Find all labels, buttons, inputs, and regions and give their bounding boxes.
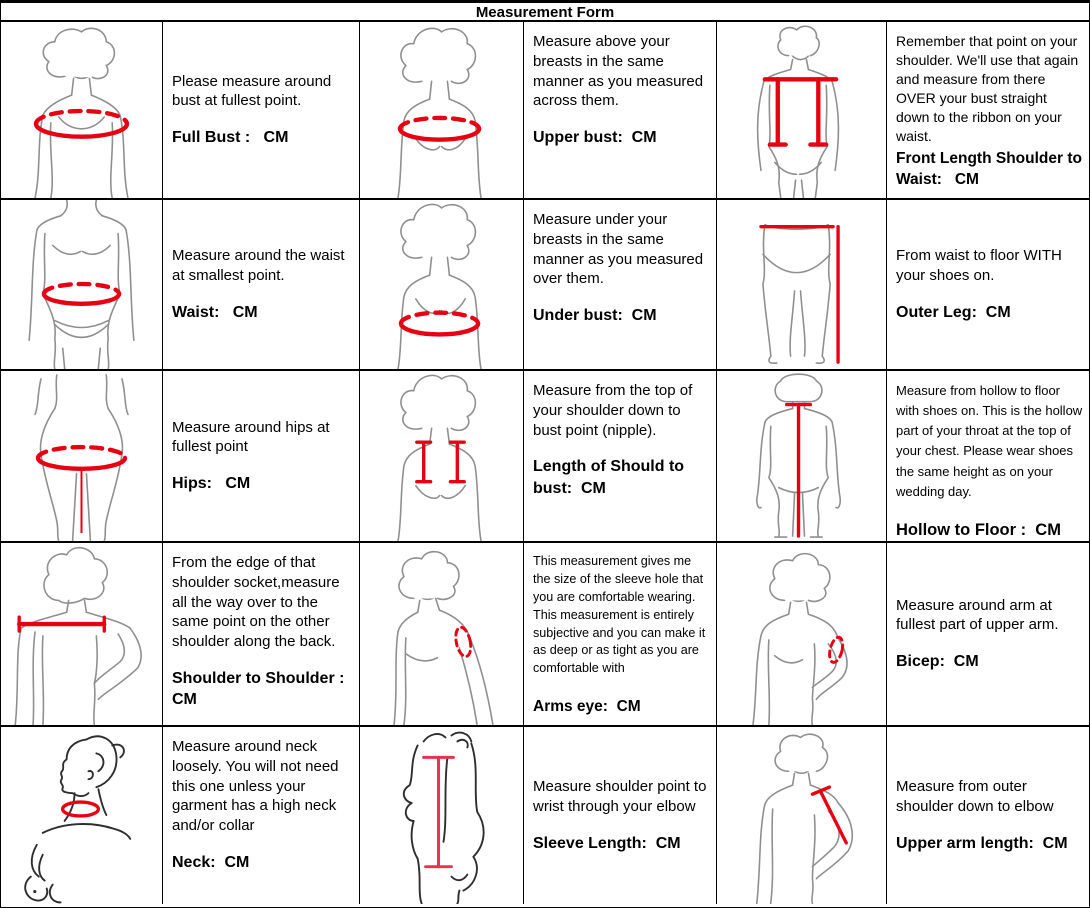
- neck-cell: [163, 727, 360, 904]
- neck-label: Neck: CM: [172, 853, 250, 871]
- bicep-cell: [887, 543, 1089, 727]
- arms-eye-instruction: This measurement gives me the size of the sleeve hole that you are comfortable wearing. This measurement is entirely subjective and you can make it as deep or as tight as you are comfortable with: [533, 554, 706, 676]
- shoulder-to-shoulder-figure: [1, 543, 163, 727]
- sleeve-length-label: Sleeve Length: CM: [533, 834, 681, 852]
- sleeve-length-figure: [360, 727, 524, 904]
- front-length-instruction: Remember that point on your shoulder. We'll use that again and measure from there OVER your bust straight down to the ribbon on your waist.: [896, 33, 1079, 145]
- neck-figure: [1, 727, 163, 904]
- full-bust-figure: [1, 22, 163, 200]
- hips-label: Hips: CM: [172, 475, 251, 493]
- waist-cell: [163, 200, 360, 371]
- arms-eye-label: Arms eye: CM: [533, 698, 641, 716]
- sleeve-length-cell: [524, 727, 717, 904]
- upper-bust-instruction: Measure above your breasts in the same manner as you measured across them.: [533, 33, 704, 110]
- front-length-shoulder-to-waist-figure: [717, 22, 887, 200]
- hollow-to-floor-cell: [887, 371, 1089, 543]
- upper-bust-figure: [360, 22, 524, 200]
- hips-instruction: Measure around hips at fullest point: [172, 418, 330, 456]
- shoulder-to-bust-label: Length of Should to bust: CM: [533, 458, 689, 497]
- upper-arm-length-figure: [717, 727, 887, 904]
- shoulder-to-shoulder-label: Shoulder to Shoulder : CM: [172, 669, 349, 709]
- waist-label: Waist: CM: [172, 303, 258, 321]
- outer-leg-instruction: From waist to floor WITH your shoes on.: [896, 247, 1062, 284]
- hips-figure: [1, 371, 163, 543]
- upper-bust-cell: [524, 22, 717, 200]
- neck-instruction: Measure around neck loosely. You will not need this one unless your garment has a high neck and/or collar: [172, 738, 339, 835]
- shoulder-to-shoulder-instruction: From the edge of that shoulder socket,measure all the way over to the same point on the other shoulder along the back.: [172, 554, 340, 651]
- shoulder-to-bust-cell: [524, 371, 717, 543]
- page-title: Measurement Form: [1, 3, 1089, 22]
- shoulder-to-bust-instruction: Measure from the top of your shoulder down to bust point (nipple).: [533, 382, 693, 439]
- upper-arm-length-label: Upper arm length: CM: [896, 834, 1068, 852]
- front-length-label: Front Length Shoulder to Waist: CM: [896, 150, 1087, 189]
- under-bust-cell: [524, 200, 717, 371]
- bicep-figure: [717, 543, 887, 727]
- under-bust-instruction: Measure under your breasts in the same manner as you measured over them.: [533, 211, 704, 288]
- waist-figure: [1, 200, 163, 371]
- bicep-instruction: Measure around arm at fullest part of upper arm.: [896, 596, 1059, 634]
- outer-leg-cell: [887, 200, 1089, 371]
- full-bust-cell: [163, 22, 360, 200]
- bicep-label: Bicep: CM: [896, 653, 979, 671]
- hollow-to-floor-instruction: Measure from hollow to floor with shoes on. This is the hollow part of your throat at the top of your chest. Please wear shoes the same height as on your wedding day.: [896, 383, 1083, 499]
- waist-instruction: Measure around the waist at smallest point.: [172, 247, 345, 284]
- outer-leg-label: Outer Leg: CM: [896, 303, 1011, 321]
- upper-bust-label: Upper bust: CM: [533, 129, 657, 147]
- upper-arm-length-instruction: Measure from outer shoulder down to elbow: [896, 778, 1054, 815]
- full-bust-instruction: Please measure around bust at fullest point.: [172, 72, 332, 110]
- full-bust-label: Full Bust : CM: [172, 129, 289, 147]
- under-bust-label: Under bust: CM: [533, 307, 657, 325]
- outer-leg-figure: [717, 200, 887, 371]
- sleeve-length-instruction: Measure shoulder point to wrist through your elbow: [533, 778, 707, 815]
- measurement-table: [1, 22, 1089, 904]
- shoulder-to-bust-figure: [360, 371, 524, 543]
- front-length-cell: [887, 22, 1089, 200]
- hollow-to-floor-label: Hollow to Floor : CM: [896, 520, 1061, 539]
- under-bust-figure: [360, 200, 524, 371]
- upper-arm-length-cell: [887, 727, 1089, 904]
- hollow-to-floor-figure: [717, 371, 887, 543]
- arms-eye-cell: [524, 543, 717, 727]
- shoulder-to-shoulder-cell: [163, 543, 360, 727]
- arms-eye-figure: [360, 543, 524, 727]
- hips-cell: [163, 371, 360, 543]
